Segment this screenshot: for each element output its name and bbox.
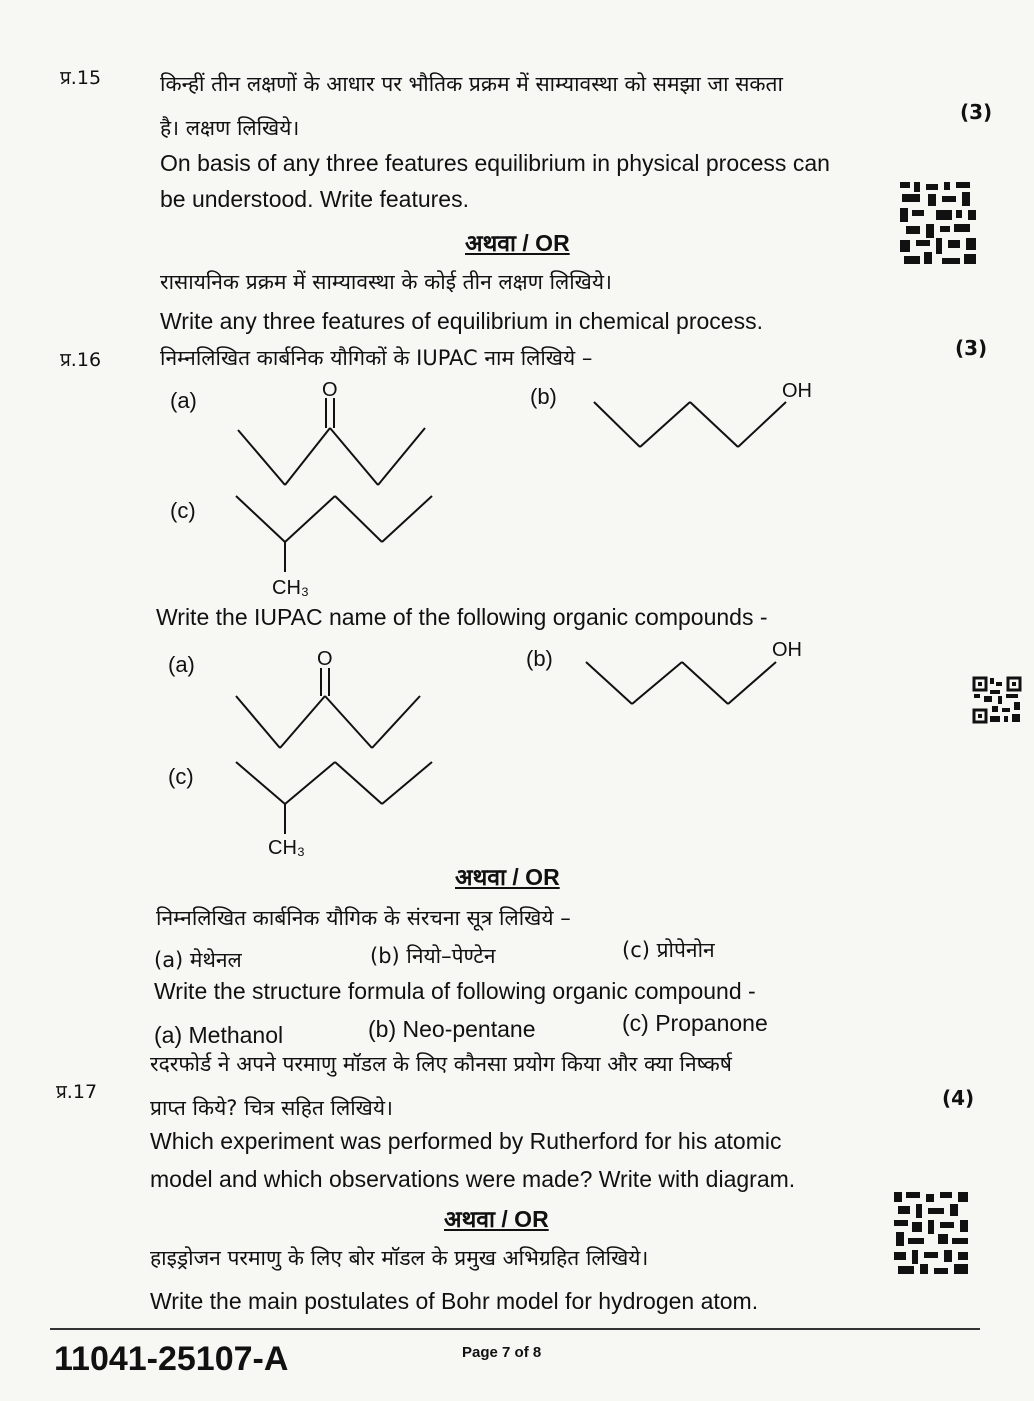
q17-english-line2: model and which observations were made? Write with diagram. xyxy=(150,1166,796,1192)
q16-or-english: Write the structure formula of following organic compound - xyxy=(154,978,756,1004)
q17-number: प्र.17 xyxy=(56,1081,98,1103)
q17-or-label: अथवा / OR xyxy=(444,1206,549,1232)
structure-a-pentanone xyxy=(230,380,440,500)
qr-code-icon xyxy=(898,180,980,268)
q16-marks: (3) xyxy=(955,336,988,360)
qr-code-small-icon xyxy=(972,676,1022,724)
q15-or-english: Write any three features of equilibrium in chemical process. xyxy=(160,308,763,334)
q16-or-english-option-b: (b) Neo-pentane xyxy=(368,1016,536,1042)
q16-label-a-2: (a) xyxy=(168,652,195,677)
q16-or-english-option-a: (a) Methanol xyxy=(154,1022,284,1048)
qr-code-icon-2 xyxy=(892,1190,972,1278)
q16-number: प्र.16 xyxy=(60,349,102,371)
structure-c-methylpentane xyxy=(230,484,440,599)
q16-hindi: निम्नलिखित कार्बनिक यौगिकों के IUPAC नाम लिखिये – xyxy=(160,346,593,370)
q15-number: प्र.15 xyxy=(60,67,102,89)
q16-or-hindi-option-a: (a) मेथेनल xyxy=(154,948,242,972)
structure-b-butanol-2 xyxy=(582,634,822,724)
methyl-label-2: CH₃ xyxy=(268,837,306,859)
hydroxyl-label: OH xyxy=(782,380,812,402)
q16-or-label: अथवा / OR xyxy=(455,864,560,890)
q16-english: Write the IUPAC name of the following organic compounds - xyxy=(156,604,768,630)
paper-code: 11041-25107-A xyxy=(54,1340,289,1378)
q15-english-line1: On basis of any three features equilibrium in physical process can xyxy=(160,150,830,176)
q16-label-b: (b) xyxy=(530,384,557,409)
structure-b-butanol xyxy=(590,372,830,462)
q16-or-hindi-option-c: (c) प्रोपेनोन xyxy=(622,938,715,962)
q15-hindi-line2: है। लक्षण लिखिये। xyxy=(160,116,300,140)
methyl-label: CH₃ xyxy=(272,577,310,599)
oxygen-label: O xyxy=(322,379,338,401)
footer-divider xyxy=(50,1328,980,1330)
q15-or-label: अथवा / OR xyxy=(465,230,570,256)
q17-hindi-line1: रदरफोर्ड ने अपने परमाणु मॉडल के लिए कौनसा प्रयोग किया और क्या निष्कर्ष xyxy=(150,1052,732,1076)
oxygen-label-2: O xyxy=(317,648,333,670)
q15-or-hindi: रासायनिक प्रक्रम में साम्यावस्था के कोई तीन लक्षण लिखिये। xyxy=(160,270,613,294)
structure-a-pentanone-2 xyxy=(230,648,440,768)
page-number: Page 7 of 8 xyxy=(462,1344,542,1361)
q15-english-line2: be understood. Write features. xyxy=(160,186,469,212)
q15-marks: (3) xyxy=(960,100,993,124)
q17-hindi-line2: प्राप्त किये? चित्र सहित लिखिये। xyxy=(150,1096,393,1120)
q16-label-c: (c) xyxy=(170,498,196,523)
q16-or-english-option-c: (c) Propanone xyxy=(622,1010,768,1036)
structure-c-methylpentane-2 xyxy=(230,754,440,869)
q16-or-hindi-option-b: (b) नियो–पेण्टेन xyxy=(370,944,496,968)
q17-or-english: Write the main postulates of Bohr model for hydrogen atom. xyxy=(150,1288,759,1314)
q17-or-hindi: हाइड्रोजन परमाणु के लिए बोर मॉडल के प्रमुख अभिग्रहित लिखिये। xyxy=(150,1246,649,1270)
q16-label-a: (a) xyxy=(170,388,197,413)
q15-hindi-line1: किन्हीं तीन लक्षणों के आधार पर भौतिक प्रक्रम में साम्यावस्था को समझा जा सकता xyxy=(160,72,783,96)
hydroxyl-label-2: OH xyxy=(772,639,802,661)
q17-english-line1: Which experiment was performed by Rutherford for his atomic xyxy=(150,1128,782,1154)
q16-label-b-2: (b) xyxy=(526,646,553,671)
q16-label-c-2: (c) xyxy=(168,764,194,789)
q17-marks: (4) xyxy=(942,1086,975,1110)
q16-or-hindi: निम्नलिखित कार्बनिक यौगिक के संरचना सूत्र लिखिये – xyxy=(156,906,571,930)
